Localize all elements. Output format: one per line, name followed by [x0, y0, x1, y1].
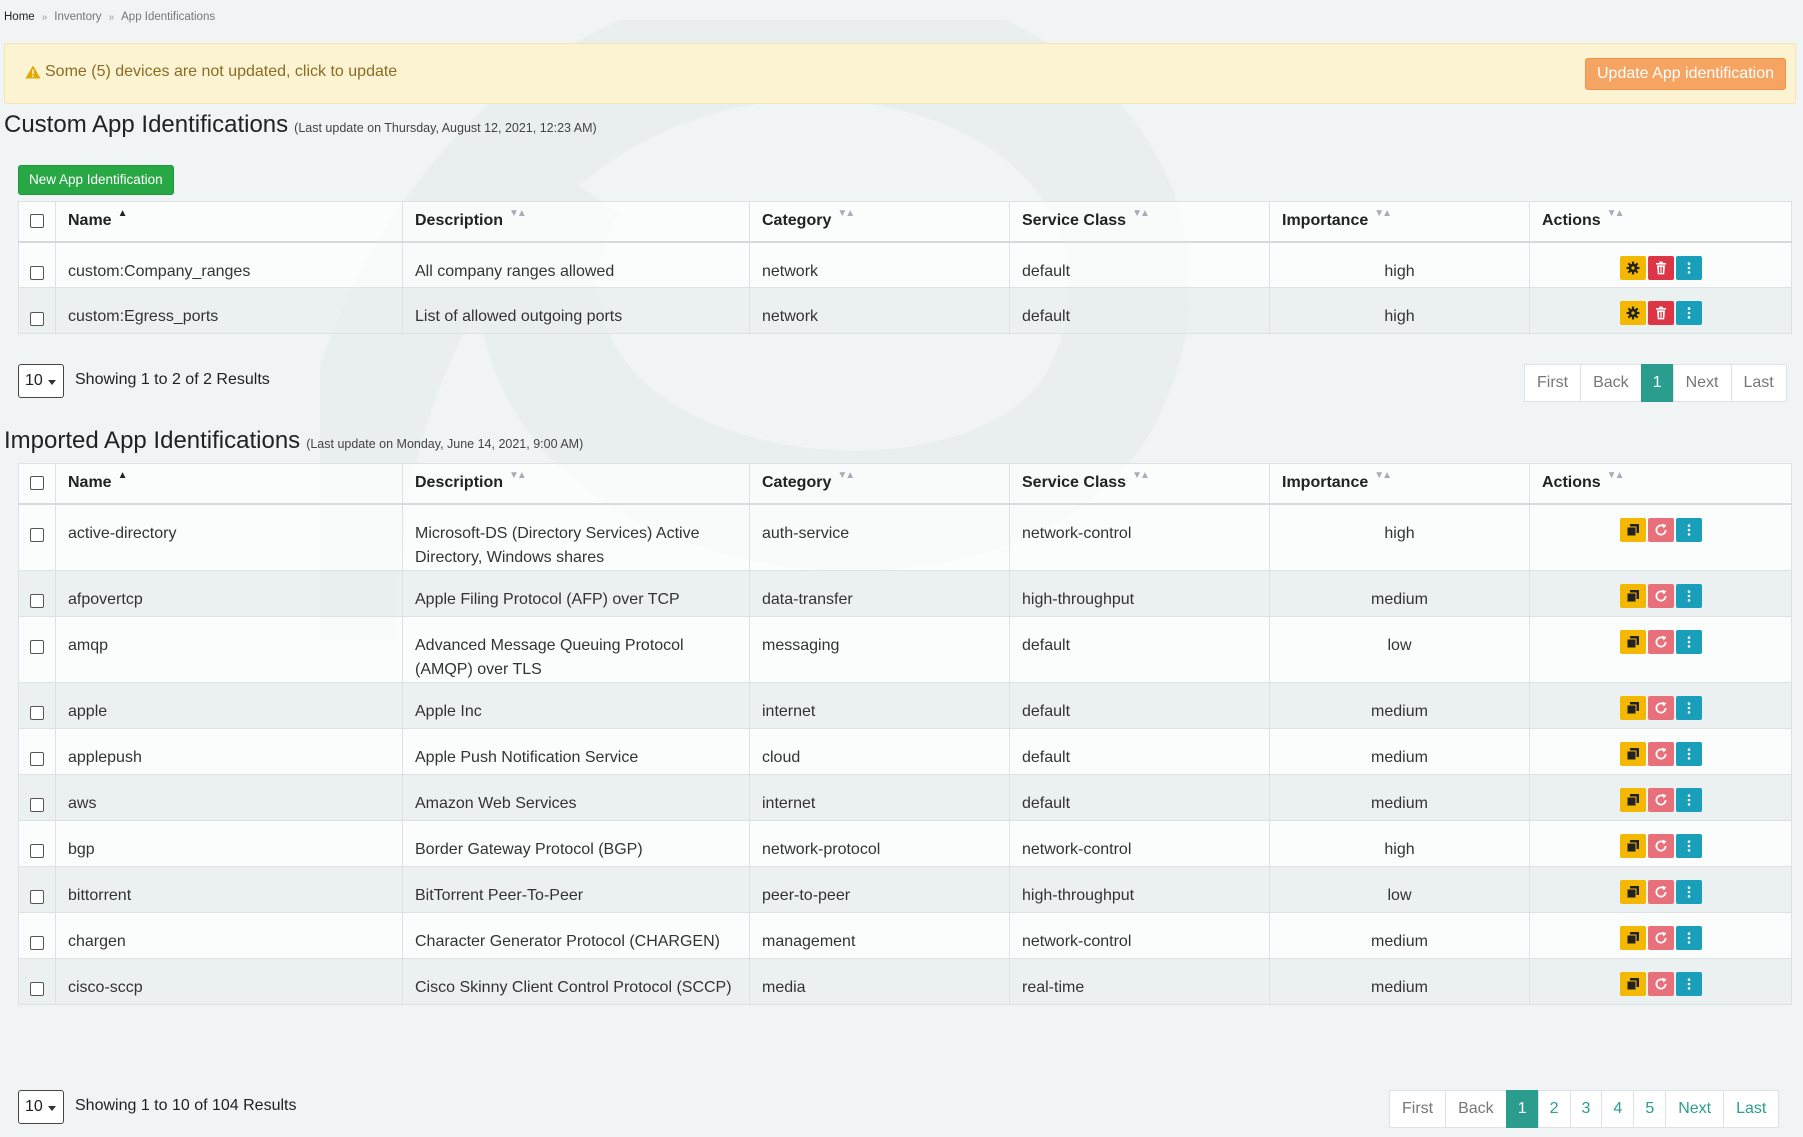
reset-button[interactable] [1648, 696, 1674, 720]
breadcrumb-inventory[interactable]: Inventory [54, 11, 102, 23]
cell-name: active-directory [56, 504, 403, 571]
column-label: Category [762, 474, 832, 492]
cell-service-class: default [1010, 616, 1270, 682]
cell-service-class: high-throughput [1010, 866, 1270, 912]
cell-description: List of allowed outgoing ports [403, 288, 750, 334]
breadcrumb-separator: » [41, 12, 48, 23]
caret-down-icon [48, 1106, 56, 1111]
imported-pagination [1390, 1090, 1779, 1128]
row-select-cell [19, 912, 56, 958]
cell-importance: medium [1270, 774, 1530, 820]
sort-icon: ▼▲ [1374, 470, 1391, 482]
update-app-identification-button[interactable]: Update App identification [1585, 58, 1786, 90]
cell-actions [1530, 866, 1792, 912]
duplicate-button[interactable] [1620, 584, 1646, 608]
page-size-value: 10 [25, 1098, 43, 1115]
row-checkbox[interactable] [30, 528, 44, 542]
column-header-actions[interactable] [1530, 464, 1792, 504]
sort-icon: ▼▲ [509, 470, 525, 482]
more-button[interactable] [1676, 972, 1702, 996]
column-header-service-class[interactable] [1010, 464, 1270, 504]
custom-results-summary: Showing 1 to 2 of 2 Results [75, 371, 270, 388]
cell-description: Apple Filing Protocol (AFP) over TCP [403, 570, 750, 616]
column-label: Actions [1542, 474, 1601, 492]
pager-page-1[interactable]: 1 [1506, 1090, 1539, 1128]
table-row[interactable] [19, 866, 1792, 912]
sort-icon: ▼▲ [1606, 208, 1623, 220]
delete-button[interactable] [1648, 301, 1674, 325]
cell-service-class: real-time [1010, 958, 1270, 1004]
cell-service-class: network-control [1010, 504, 1270, 571]
select-all-checkbox[interactable] [30, 476, 44, 490]
cell-category: management [750, 912, 1010, 958]
row-checkbox[interactable] [30, 706, 44, 720]
table-header-row [19, 202, 1792, 242]
page-title: Custom App Identifications [4, 111, 289, 138]
cell-description: Cisco Skinny Client Control Protocol (SCCP) [403, 958, 750, 1004]
column-label: Name [68, 474, 112, 492]
cell-description: Apple Push Notification Service [403, 728, 750, 774]
cell-category: auth-service [750, 504, 1010, 571]
breadcrumb-separator: » [108, 12, 115, 23]
new-app-identification-button[interactable]: New App Identification [18, 165, 174, 195]
column-label: Importance [1282, 474, 1369, 492]
update-alert[interactable] [4, 43, 1796, 104]
warning-icon [25, 65, 41, 79]
column-header-service-class[interactable] [1010, 202, 1270, 242]
cell-actions [1530, 504, 1792, 571]
cell-name: chargen [56, 912, 403, 958]
cell-service-class: network-control [1010, 820, 1270, 866]
cell-importance: high [1270, 288, 1530, 334]
pager-last-button[interactable]: Last [1723, 1090, 1779, 1128]
caret-down-icon [48, 380, 56, 385]
pager-page-4[interactable]: 4 [1601, 1090, 1634, 1128]
cell-importance: low [1270, 616, 1530, 682]
table-row[interactable] [19, 504, 1792, 571]
imported-page-size-select[interactable] [18, 1090, 64, 1124]
table-row[interactable] [19, 570, 1792, 616]
reset-button[interactable] [1648, 630, 1674, 654]
column-header-category[interactable] [750, 464, 1010, 504]
duplicate-button[interactable] [1620, 972, 1646, 996]
cell-description: Border Gateway Protocol (BGP) [403, 820, 750, 866]
cell-description: Character Generator Protocol (CHARGEN) [403, 912, 750, 958]
cell-name: apple [56, 682, 403, 728]
cell-description: Advanced Message Queuing Protocol (AMQP) over TLS [403, 616, 750, 682]
cell-importance: high [1270, 242, 1530, 288]
column-label: Actions [1542, 212, 1601, 230]
cell-category: data-transfer [750, 570, 1010, 616]
more-button[interactable] [1676, 834, 1702, 858]
cell-importance: low [1270, 866, 1530, 912]
row-checkbox[interactable] [30, 798, 44, 812]
imported-results-summary: Showing 1 to 10 of 104 Results [75, 1097, 297, 1114]
cell-name: bittorrent [56, 866, 403, 912]
pager-last-button[interactable]: Last [1731, 364, 1787, 402]
cell-actions [1530, 682, 1792, 728]
column-label: Name [68, 212, 112, 230]
imported-section-title [4, 427, 583, 455]
duplicate-button[interactable] [1620, 630, 1646, 654]
row-checkbox[interactable] [30, 266, 44, 280]
sort-icon: ▼▲ [1606, 470, 1623, 482]
row-select-cell [19, 774, 56, 820]
row-select-cell [19, 866, 56, 912]
row-select-cell [19, 288, 56, 334]
cell-importance: medium [1270, 728, 1530, 774]
sort-asc-icon: ▲ [117, 208, 126, 220]
more-button[interactable] [1676, 301, 1702, 325]
table-row[interactable] [19, 728, 1792, 774]
table-header-row [19, 464, 1792, 504]
more-button[interactable] [1676, 696, 1702, 720]
column-header-description[interactable] [403, 464, 750, 504]
cell-importance: high [1270, 820, 1530, 866]
more-button[interactable] [1676, 256, 1702, 280]
custom-section-title [4, 111, 597, 139]
cell-actions [1530, 616, 1792, 682]
cell-name: cisco-sccp [56, 958, 403, 1004]
cell-importance: medium [1270, 682, 1530, 728]
pager-back-button[interactable]: Back [1445, 1090, 1507, 1128]
row-checkbox[interactable] [30, 844, 44, 858]
breadcrumb [4, 11, 215, 23]
row-checkbox[interactable] [30, 640, 44, 654]
cell-actions [1530, 728, 1792, 774]
pager-next-button[interactable]: Next [1665, 1090, 1724, 1128]
breadcrumb-current: App Identifications [121, 11, 216, 23]
pager-page-3[interactable]: 3 [1570, 1090, 1603, 1128]
delete-button[interactable] [1648, 256, 1674, 280]
custom-table [18, 201, 1792, 334]
page-size-value: 10 [25, 372, 43, 389]
sort-icon: ▼▲ [837, 208, 854, 220]
imported-last-update: (Last update on Monday, June 14, 2021, 9:00 AM) [306, 437, 584, 451]
row-checkbox[interactable] [30, 312, 44, 326]
column-label: Service Class [1022, 474, 1127, 492]
sort-asc-icon: ▲ [117, 470, 126, 482]
more-button[interactable] [1676, 880, 1702, 904]
more-button[interactable] [1676, 926, 1702, 950]
column-label: Description [415, 212, 504, 230]
cell-name: custom:Egress_ports [56, 288, 403, 334]
table-row[interactable] [19, 912, 1792, 958]
reset-button[interactable] [1648, 972, 1674, 996]
pager-page-2[interactable]: 2 [1538, 1090, 1571, 1128]
column-label: Service Class [1022, 212, 1127, 230]
custom-last-update: (Last update on Thursday, August 12, 2021, 12:23 AM) [294, 121, 597, 135]
duplicate-button[interactable] [1620, 880, 1646, 904]
pager-next-button[interactable]: Next [1673, 364, 1732, 402]
row-select-cell [19, 820, 56, 866]
row-select-cell [19, 242, 56, 288]
sort-icon: ▼▲ [1374, 208, 1391, 220]
row-checkbox[interactable] [30, 752, 44, 766]
section-heading: Imported App Identifications [4, 427, 301, 454]
column-header-name[interactable] [56, 202, 403, 242]
cell-actions [1530, 820, 1792, 866]
cell-actions [1530, 958, 1792, 1004]
duplicate-button[interactable] [1620, 696, 1646, 720]
cell-category: internet [750, 682, 1010, 728]
select-all-cell [19, 202, 56, 242]
select-all-cell [19, 464, 56, 504]
row-select-cell [19, 728, 56, 774]
row-checkbox[interactable] [30, 936, 44, 950]
pager-page-1[interactable]: 1 [1641, 364, 1674, 402]
cell-actions [1530, 570, 1792, 616]
reset-button[interactable] [1648, 742, 1674, 766]
cell-actions [1530, 774, 1792, 820]
reset-button[interactable] [1648, 834, 1674, 858]
row-select-cell [19, 570, 56, 616]
table-row[interactable] [19, 774, 1792, 820]
cell-category: network [750, 242, 1010, 288]
row-checkbox[interactable] [30, 594, 44, 608]
cell-description: Amazon Web Services [403, 774, 750, 820]
duplicate-button[interactable] [1620, 926, 1646, 950]
column-header-actions[interactable] [1530, 202, 1792, 242]
imported-table [18, 463, 1792, 1005]
custom-pagination [1525, 364, 1787, 402]
cell-category: network [750, 288, 1010, 334]
cell-name: custom:Company_ranges [56, 242, 403, 288]
cell-service-class: high-throughput [1010, 570, 1270, 616]
cell-service-class: default [1010, 288, 1270, 334]
sort-icon: ▼▲ [1132, 470, 1148, 482]
column-header-importance[interactable] [1270, 464, 1530, 504]
row-select-cell [19, 682, 56, 728]
alert-message[interactable] [25, 63, 397, 81]
column-header-name[interactable] [56, 464, 403, 504]
cell-name: applepush [56, 728, 403, 774]
reset-button[interactable] [1648, 880, 1674, 904]
cell-category: internet [750, 774, 1010, 820]
column-header-category[interactable] [750, 202, 1010, 242]
sort-icon: ▼▲ [1132, 208, 1148, 220]
column-label: Importance [1282, 212, 1369, 230]
table-row[interactable] [19, 616, 1792, 682]
column-header-description[interactable] [403, 202, 750, 242]
cell-description: All company ranges allowed [403, 242, 750, 288]
cell-name: amqp [56, 616, 403, 682]
settings-button[interactable] [1620, 256, 1646, 280]
cell-category: messaging [750, 616, 1010, 682]
table-row[interactable] [19, 288, 1792, 334]
column-label: Category [762, 212, 832, 230]
cell-category: network-protocol [750, 820, 1010, 866]
cell-name: bgp [56, 820, 403, 866]
cell-description: BitTorrent Peer-To-Peer [403, 866, 750, 912]
more-button[interactable] [1676, 518, 1702, 542]
table-row[interactable] [19, 682, 1792, 728]
custom-page-size-select[interactable] [18, 364, 64, 398]
column-label: Description [415, 474, 504, 492]
reset-button[interactable] [1648, 584, 1674, 608]
select-all-checkbox[interactable] [30, 214, 44, 228]
reset-button[interactable] [1648, 926, 1674, 950]
cell-service-class: default [1010, 682, 1270, 728]
cell-actions [1530, 242, 1792, 288]
duplicate-button[interactable] [1620, 742, 1646, 766]
duplicate-button[interactable] [1620, 518, 1646, 542]
cell-service-class: network-control [1010, 912, 1270, 958]
pager-first-button[interactable]: First [1524, 364, 1581, 402]
sort-icon: ▼▲ [509, 208, 525, 220]
row-select-cell [19, 504, 56, 571]
row-checkbox[interactable] [30, 982, 44, 996]
reset-button[interactable] [1648, 788, 1674, 812]
cell-service-class: default [1010, 242, 1270, 288]
row-select-cell [19, 616, 56, 682]
pager-back-button[interactable]: Back [1580, 364, 1642, 402]
cell-category: peer-to-peer [750, 866, 1010, 912]
pager-first-button[interactable]: First [1389, 1090, 1446, 1128]
cell-service-class: default [1010, 774, 1270, 820]
duplicate-button[interactable] [1620, 788, 1646, 812]
more-button[interactable] [1676, 788, 1702, 812]
table-row[interactable] [19, 820, 1792, 866]
table-row[interactable] [19, 958, 1792, 1004]
cell-category: media [750, 958, 1010, 1004]
table-row[interactable] [19, 242, 1792, 288]
cell-importance: medium [1270, 958, 1530, 1004]
more-button[interactable] [1676, 742, 1702, 766]
alert-text: Some (5) devices are not updated, click to update [45, 63, 398, 80]
cell-category: cloud [750, 728, 1010, 774]
cell-name: afpovertcp [56, 570, 403, 616]
breadcrumb-home[interactable]: Home [4, 11, 35, 23]
cell-actions [1530, 288, 1792, 334]
cell-actions [1530, 912, 1792, 958]
duplicate-button[interactable] [1620, 834, 1646, 858]
row-checkbox[interactable] [30, 890, 44, 904]
column-header-importance[interactable] [1270, 202, 1530, 242]
row-select-cell [19, 958, 56, 1004]
cell-importance: medium [1270, 912, 1530, 958]
cell-importance: high [1270, 504, 1530, 571]
cell-service-class: default [1010, 728, 1270, 774]
cell-description: Apple Inc [403, 682, 750, 728]
more-button[interactable] [1676, 630, 1702, 654]
cell-name: aws [56, 774, 403, 820]
cell-description: Microsoft-DS (Directory Services) Active Directory, Windows shares [403, 504, 750, 571]
settings-button[interactable] [1620, 301, 1646, 325]
more-button[interactable] [1676, 584, 1702, 608]
sort-icon: ▼▲ [837, 470, 854, 482]
cell-importance: medium [1270, 570, 1530, 616]
reset-button[interactable] [1648, 518, 1674, 542]
pager-page-5[interactable]: 5 [1633, 1090, 1666, 1128]
